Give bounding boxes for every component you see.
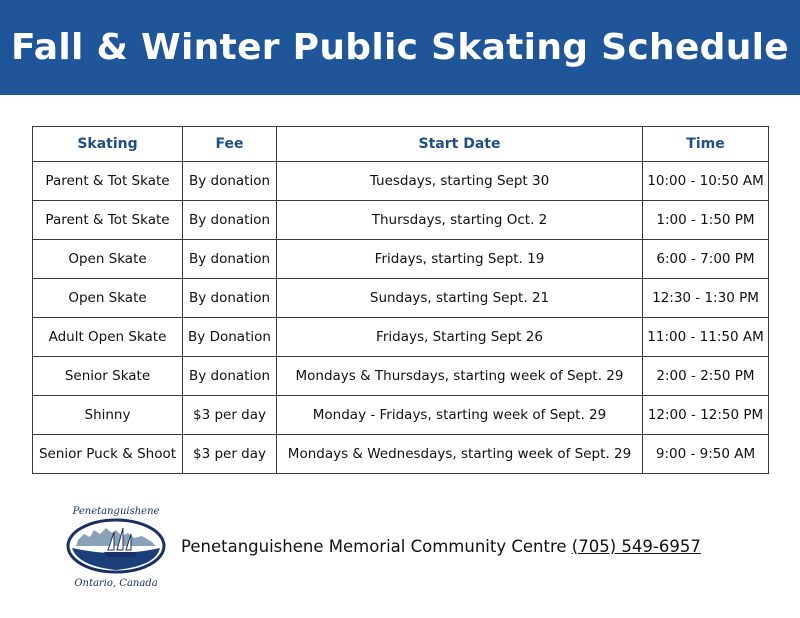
cell-time: 12:30 - 1:30 PM	[643, 279, 769, 318]
cell-start-date: Fridays, Starting Sept 26	[277, 318, 643, 357]
contact-line	[181, 537, 701, 556]
schedule-table	[32, 126, 769, 474]
centre-name: Penetanguishene Memorial Community Centre	[181, 536, 567, 556]
table-header-row	[33, 127, 769, 162]
town-logo	[64, 500, 169, 592]
cell-fee: By Donation	[183, 318, 277, 357]
cell-skating: Shinny	[33, 396, 183, 435]
cell-skating: Senior Skate	[33, 357, 183, 396]
cell-fee: By donation	[183, 279, 277, 318]
column-header-start-date: Start Date	[277, 127, 643, 162]
cell-fee: By donation	[183, 162, 277, 201]
cell-time: 9:00 - 9:50 AM	[643, 435, 769, 474]
cell-time: 12:00 - 12:50 PM	[643, 396, 769, 435]
cell-skating: Parent & Tot Skate	[33, 201, 183, 240]
cell-fee: By donation	[183, 240, 277, 279]
cell-start-date: Mondays & Wednesdays, starting week of Sept. 29	[277, 435, 643, 474]
column-header-time: Time	[643, 127, 769, 162]
cell-time: 2:00 - 2:50 PM	[643, 357, 769, 396]
title-banner	[0, 0, 800, 95]
table-row	[33, 279, 769, 318]
cell-time: 1:00 - 1:50 PM	[643, 201, 769, 240]
table-row	[33, 240, 769, 279]
footer	[64, 500, 744, 592]
cell-time: 10:00 - 10:50 AM	[643, 162, 769, 201]
cell-start-date: Fridays, starting Sept. 19	[277, 240, 643, 279]
cell-time: 11:00 - 11:50 AM	[643, 318, 769, 357]
column-header-skating: Skating	[33, 127, 183, 162]
cell-start-date: Mondays & Thursdays, starting week of Sept. 29	[277, 357, 643, 396]
cell-skating: Parent & Tot Skate	[33, 162, 183, 201]
cell-start-date: Thursdays, starting Oct. 2	[277, 201, 643, 240]
cell-start-date: Tuesdays, starting Sept 30	[277, 162, 643, 201]
table-row	[33, 435, 769, 474]
cell-fee: $3 per day	[183, 435, 277, 474]
logo-bottom-text: Ontario, Canada	[74, 578, 158, 589]
cell-start-date: Monday - Fridays, starting week of Sept. 29	[277, 396, 643, 435]
phone-number[interactable]: (705) 549-6957	[571, 536, 701, 556]
cell-fee: $3 per day	[183, 396, 277, 435]
table-row	[33, 318, 769, 357]
table-row	[33, 201, 769, 240]
column-header-fee: Fee	[183, 127, 277, 162]
cell-fee: By donation	[183, 357, 277, 396]
cell-skating: Open Skate	[33, 279, 183, 318]
cell-skating: Senior Puck & Shoot	[33, 435, 183, 474]
cell-start-date: Sundays, starting Sept. 21	[277, 279, 643, 318]
table-row	[33, 357, 769, 396]
cell-skating: Adult Open Skate	[33, 318, 183, 357]
table-row	[33, 396, 769, 435]
logo-top-text: Penetanguishene	[72, 506, 160, 517]
table-row	[33, 162, 769, 201]
cell-fee: By donation	[183, 201, 277, 240]
cell-time: 6:00 - 7:00 PM	[643, 240, 769, 279]
cell-skating: Open Skate	[33, 240, 183, 279]
page-title: Fall & Winter Public Skating Schedule	[10, 27, 790, 68]
